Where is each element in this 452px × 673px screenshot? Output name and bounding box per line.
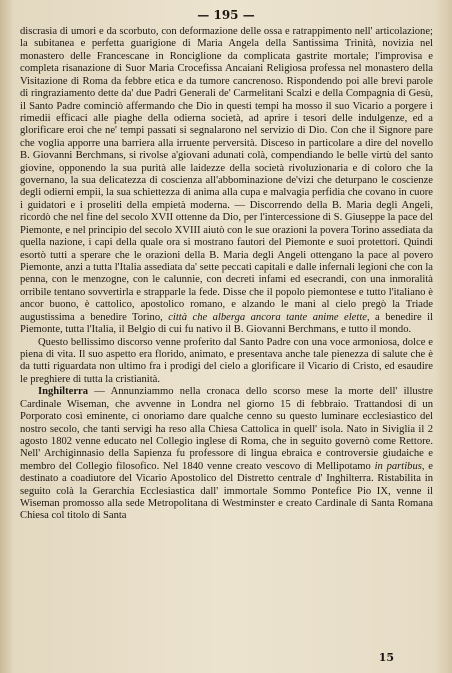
paragraph-text: — Annunziammo nella cronaca dello scorso mese la morte dell' illustre Cardinale Wiseman, che avvenne in Londra nel giorno 15 di febbraio. Trattandosi di un Porporato così eminente, ci onoriamo dare qualche cenno su questo luminare ecclesiastico del nostro secolo, che tanti servigi ha reso alla Chiesa Cattolica in quell' isola. Nato in Siviglia il 2 agosto 1802 venne educato nel Collegio inglese di Roma, che in seguito governò come Rettore. Nell' Archiginnasio della Sapienza fu professore di lingua ebraica e controversie giudaiche e membro del Collegio filosofico. Nel 1840 venne creato vescovo di Mellipotamo <box>20 386 433 472</box>
italic-quote: città che alberga ancora tante anime elette <box>168 311 367 323</box>
paragraph-text: , a benedire il Piemonte, tutta l'Italia, il Belgio di cui fu nativo il B. Giovanni Berchmans, e tutto il mondo. <box>20 311 433 336</box>
paragraph-discourse <box>20 26 433 337</box>
page-number-header: — 195 — <box>197 8 255 22</box>
italic-phrase: in partibus <box>374 460 422 472</box>
paragraph-england <box>20 386 433 523</box>
body-text <box>20 26 433 523</box>
paragraph-text: discrasia di umori e da scorbuto, con deformazione delle ossa e ratrappimento nell' articolazione; la subitanea e perfetta guarigione di Maria Angela della Santissima Trinità, novizia nel monastero delle Francescane in Ronciglione da complicata gastrite mortale; l'improvisa e completa risanazione di Suor Maria Crocefissa Ancaiani Religiosa professa nel monastero della Visitazione di Roma da febbre etica e da tumore cancrenoso. Rispondendo poi alle brevi parole di ringraziamento dette da' due Padri Generali de' Carmelitani Scalzi e della Compagnia di Gesù, il Santo Padre cominciò affermando che Dio in questi tempi ha mosso il suo Vicario a porgere i rimedii efficaci alle piaghe della odierna società, ad aprire i tesori delle indulgenze, ed a glorificare eroi che ne' tempi passati si segnalarono nel servizio di Dio. Con che il Signore pare che voglia apporre una barriera alla irruente perversità. Disceso in particolare a dire del novello B. Giovanni Berchmans, si rivolse a'giovani adunati colà, compendiando le belle virtù del santo giovine, opponendo la sua purità alle laidezze della società rivoluzionaria e di coloro che la governano, la sua delicatezza di coscienza all'abbominazione de'vizi che deturpano le coscienze degli odierni empii, la sua schiettezza di anima alla cupa e malvagia perfidia che covano in cuore i guidatori e i proseliti della empietà moderna. — Discorrendo della B. Maria degli Angeli, ricordò che nel fine del secolo XVII ottenne da Dio, per l'intercessione di S. Giuseppe la pace del Piemonte, e nel principio del secolo XVIII aiutò con le sue orazioni la povera Torino assediata da quella nazione, i capi della quale ora si mostrano fautori del Piemonte e suoi protettori. Quindi esortò tutti a sperare che le orazioni della B. Maria degli Angeli ottengano la pace al povero Piemonte, anzi a tutta l'Italia assediata da' sette peccati capitali e dalle infernali legioni che con la penna, con le menzogne, con le calunnie, con decreti infami ed esecrandi, con una inmoralità orribile tentano sovvertirla e strapparle la fede. Disse che il popolo piemontese e tutto l'italiano è ancor buono, è cattolico, apostolico romano, e alzando le mani al cielo pregò la Triade augustissima a benedire Torino, <box>20 26 433 323</box>
paragraph-text: , e destinato a coadiutore del Vicario Apostolico del Distretto centrale d' Inghilterra. Ristabilita in seguito colà la Gerarchia Ecclesiastica dall' immortale Sommo Pontefice Pio IX, venne il Wiseman promosso alla sede Metropolitana di Westminster e creato Cardinale di Santa Romana Chiesa col titolo di Santa <box>20 460 433 522</box>
paragraph-voice: Questo bellissimo discorso venne proferito dal Santo Padre con una voce armoniosa, dolce e piena di vita. Il suo aspetto era florido, animato, e presentava anche tale pienezza di salute che è da tutti riguardata non ultimo fra i prodigi del cielo a glorificare il Vicario di Cristo, ed esaudire le preghiere di tutta la cristianità. <box>20 336 433 385</box>
signature-mark: 15 <box>378 651 394 664</box>
section-heading: Inghilterra <box>38 386 89 398</box>
